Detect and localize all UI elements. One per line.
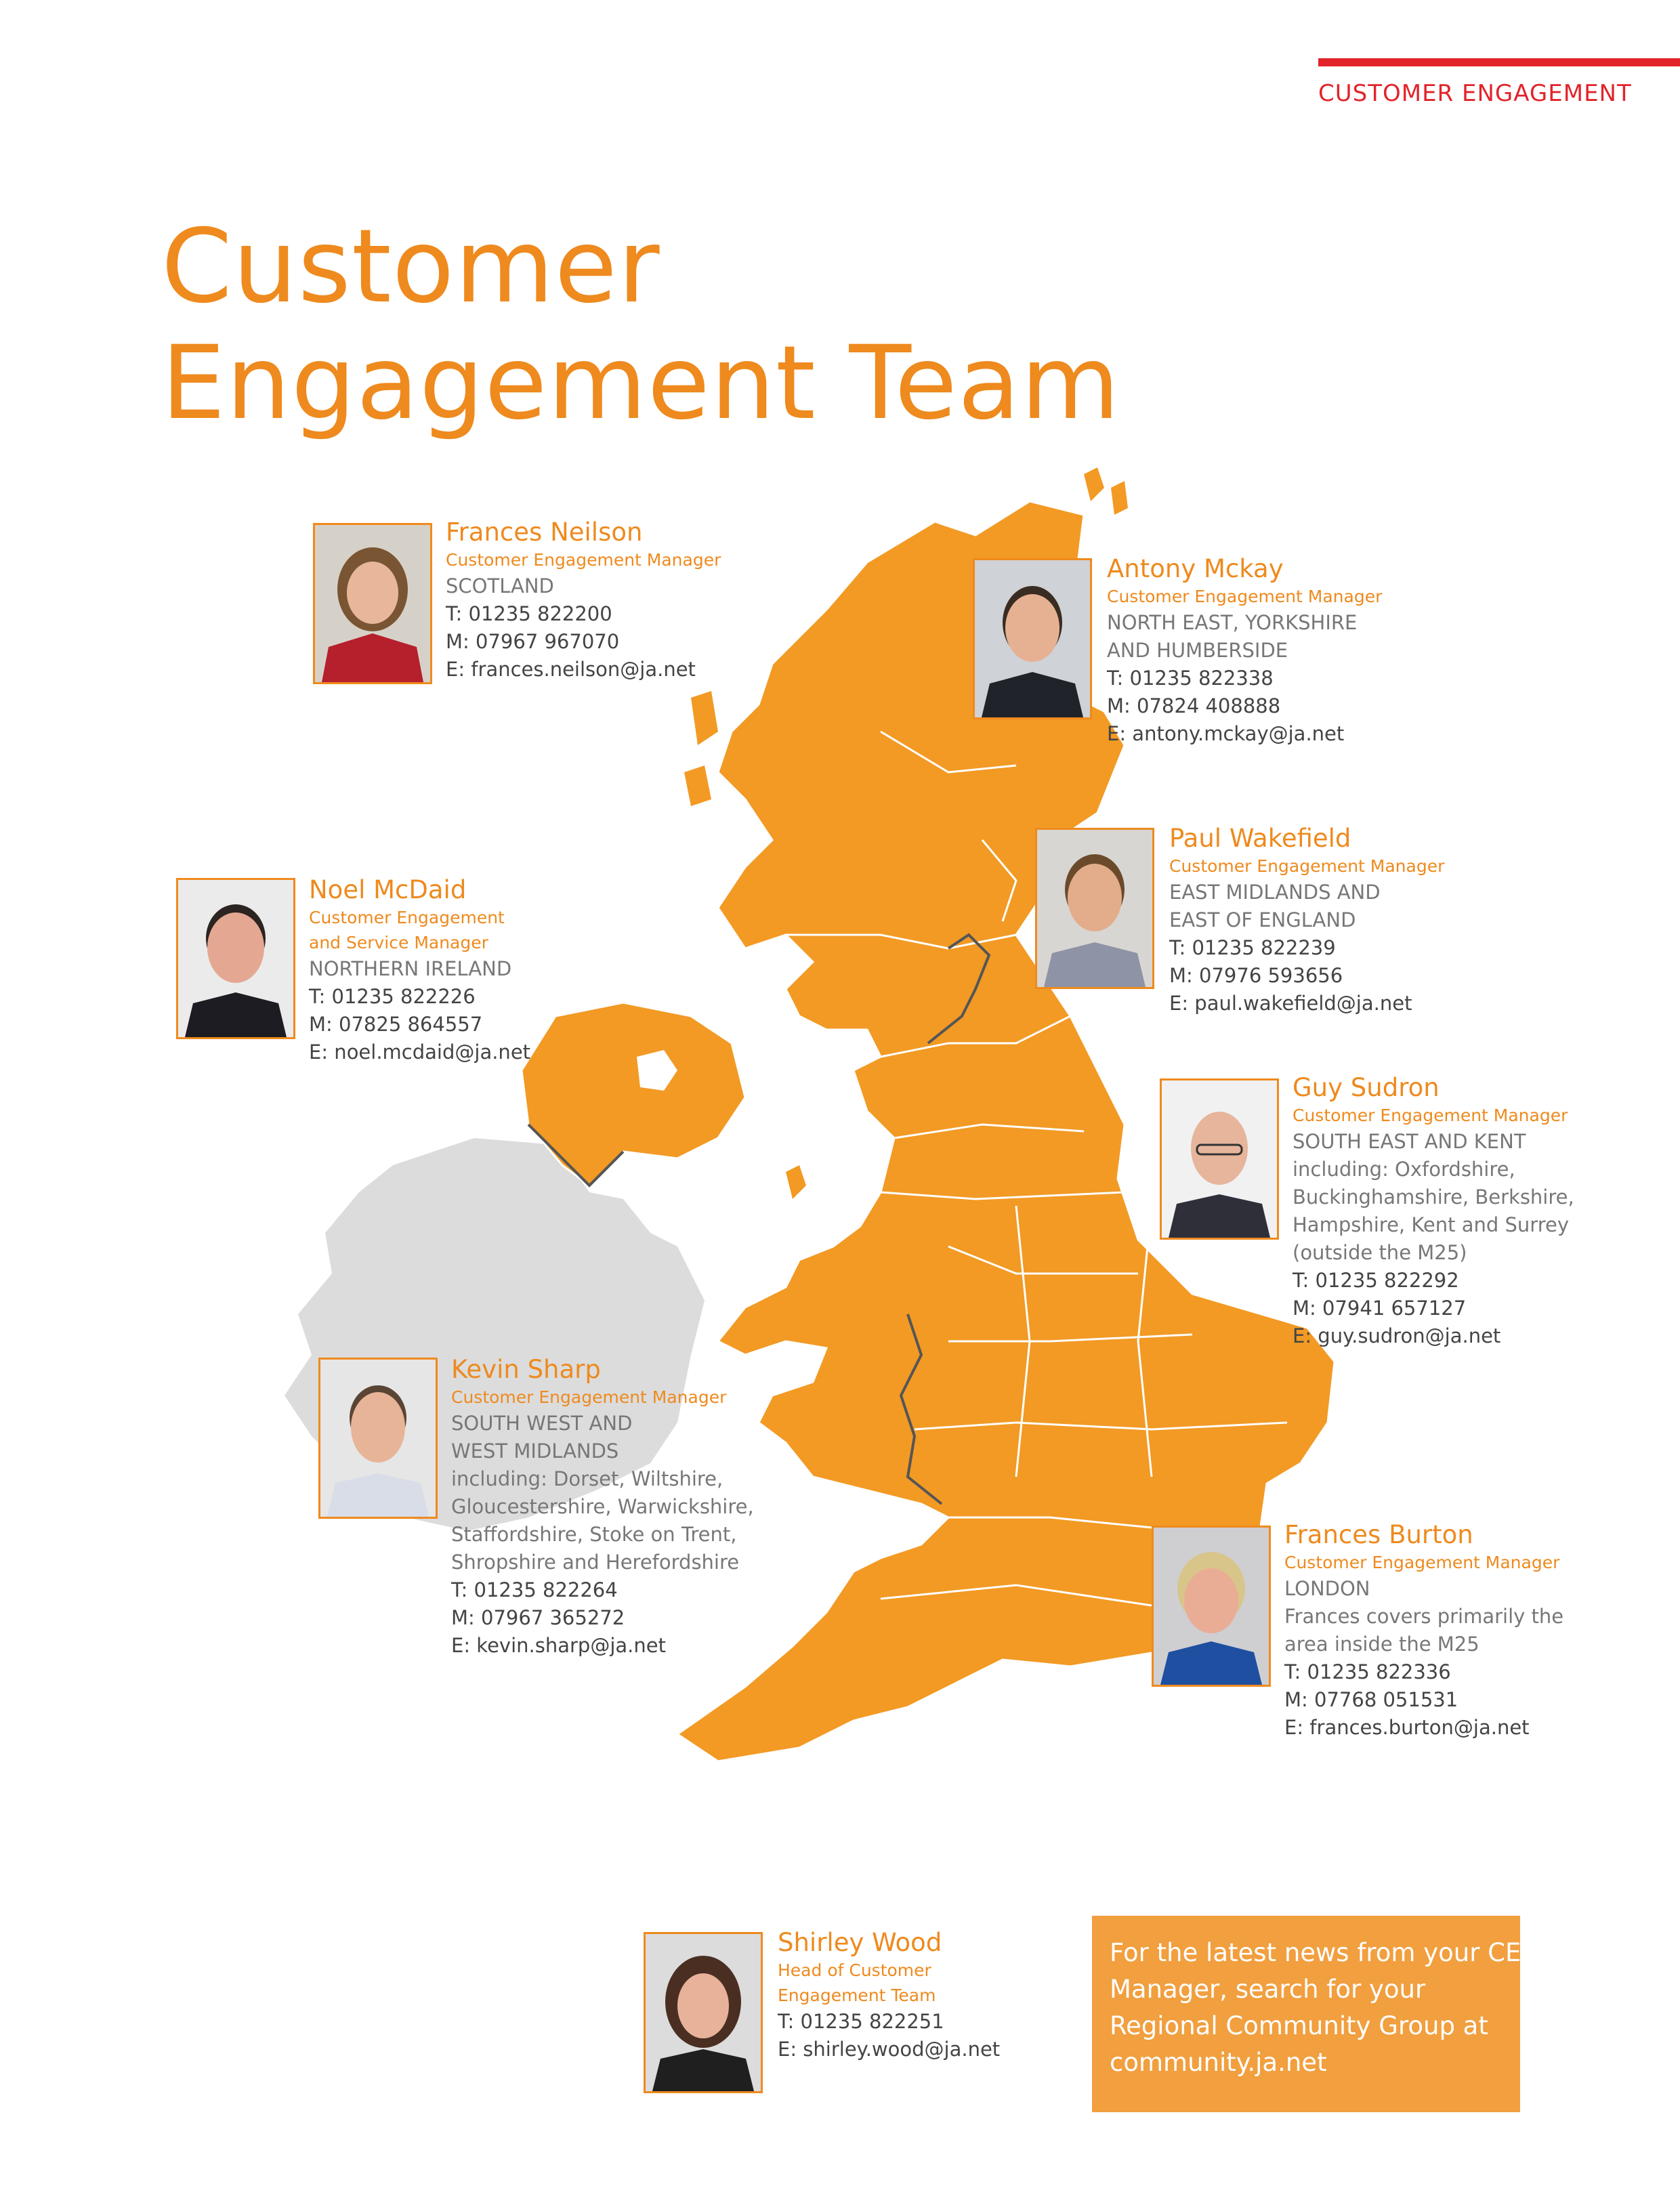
contact-mobile: M: 07967 967070 bbox=[446, 630, 620, 653]
contact-detail: Frances covers primarily the bbox=[1284, 1605, 1564, 1628]
contact-phone: T: 01235 822251 bbox=[778, 2010, 944, 2033]
community-news-box bbox=[1092, 1916, 1520, 2112]
contact-email: E: frances.burton@ja.net bbox=[1284, 1716, 1530, 1739]
news-box-line: Regional Community Group at bbox=[1110, 2011, 1488, 2040]
contact-mobile: M: 07825 864557 bbox=[309, 1013, 483, 1036]
photo-antony-mckay bbox=[973, 558, 1092, 719]
contact-role: Customer Engagement Manager bbox=[446, 550, 721, 570]
contact-region: LONDON bbox=[1284, 1577, 1370, 1600]
contact-role: Customer Engagement Manager bbox=[1169, 856, 1445, 876]
contact-region: EAST MIDLANDS AND bbox=[1169, 881, 1381, 904]
contact-role: Customer Engagement Manager bbox=[1107, 587, 1383, 606]
contact-phone: T: 01235 822226 bbox=[309, 985, 476, 1008]
contact-detail: (outside the M25) bbox=[1293, 1241, 1467, 1264]
photo-guy-sudron bbox=[1160, 1078, 1279, 1240]
info-noel-mcdaid bbox=[309, 875, 530, 1066]
contact-name: Paul Wakefield bbox=[1169, 824, 1351, 853]
info-shirley-wood bbox=[778, 1928, 1000, 2063]
photo-shirley-wood bbox=[644, 1932, 763, 2093]
news-box-line: For the latest news from your CE bbox=[1110, 1938, 1521, 1967]
contact-email: E: frances.neilson@ja.net bbox=[446, 658, 696, 681]
contact-phone: T: 01235 822239 bbox=[1169, 936, 1336, 959]
contact-phone: T: 01235 822264 bbox=[451, 1578, 618, 1601]
section-label: CUSTOMER ENGAGEMENT bbox=[1318, 80, 1632, 107]
news-box-line: Manager, search for your bbox=[1110, 1975, 1426, 2004]
contact-role: and Service Manager bbox=[309, 933, 488, 952]
contact-mobile: M: 07941 657127 bbox=[1293, 1297, 1467, 1320]
contact-name: Shirley Wood bbox=[778, 1928, 942, 1957]
contact-phone: T: 01235 822338 bbox=[1107, 667, 1274, 690]
northern-ireland-shape bbox=[522, 1003, 745, 1185]
contact-email: E: noel.mcdaid@ja.net bbox=[309, 1041, 531, 1064]
photo-frances-neilson bbox=[313, 523, 432, 684]
contact-region: NORTH EAST, YORKSHIRE bbox=[1107, 611, 1358, 634]
contact-email: E: shirley.wood@ja.net bbox=[778, 2038, 1001, 2061]
contact-mobile: M: 07824 408888 bbox=[1107, 694, 1281, 717]
page-title-line-2: Engagement Team bbox=[161, 324, 1120, 442]
contact-region: SOUTH EAST AND KENT bbox=[1293, 1130, 1526, 1153]
contact-region: SCOTLAND bbox=[446, 574, 554, 597]
contact-detail: Gloucestershire, Warwickshire, bbox=[451, 1495, 754, 1518]
info-guy-sudron bbox=[1293, 1073, 1574, 1350]
contact-name: Guy Sudron bbox=[1293, 1073, 1440, 1102]
info-frances-burton bbox=[1284, 1520, 1563, 1742]
contact-region: NORTHERN IRELAND bbox=[309, 957, 512, 980]
contact-mobile: M: 07976 593656 bbox=[1169, 964, 1343, 987]
contact-email: E: kevin.sharp@ja.net bbox=[451, 1634, 666, 1657]
contact-mobile: M: 07768 051531 bbox=[1284, 1688, 1458, 1711]
contact-role: Customer Engagement Manager bbox=[1293, 1106, 1568, 1125]
info-paul-wakefield bbox=[1169, 824, 1444, 1017]
contact-role: Customer Engagement Manager bbox=[1284, 1553, 1560, 1572]
info-kevin-sharp bbox=[451, 1355, 754, 1660]
portrait-icon bbox=[315, 525, 430, 682]
contact-role: Customer Engagement bbox=[309, 908, 505, 927]
contact-region: AND HUMBERSIDE bbox=[1107, 639, 1288, 662]
header-rule bbox=[1318, 58, 1680, 66]
contact-email: E: paul.wakefield@ja.net bbox=[1169, 992, 1412, 1015]
contact-detail: including: Oxfordshire, bbox=[1293, 1158, 1515, 1181]
page-title bbox=[161, 209, 1120, 442]
contact-phone: T: 01235 822200 bbox=[446, 602, 612, 625]
contact-email: E: guy.sudron@ja.net bbox=[1293, 1324, 1501, 1347]
contact-name: Kevin Sharp bbox=[451, 1355, 601, 1384]
info-antony-mckay bbox=[1107, 554, 1382, 748]
contact-phone: T: 01235 822336 bbox=[1284, 1660, 1451, 1683]
page-title-line-1: Customer bbox=[161, 208, 660, 326]
portrait-icon bbox=[975, 560, 1090, 717]
portrait-icon bbox=[178, 880, 293, 1037]
photo-noel-mcdaid bbox=[176, 878, 295, 1039]
contact-detail: Buckinghamshire, Berkshire, bbox=[1293, 1185, 1574, 1209]
portrait-icon bbox=[1037, 830, 1152, 987]
info-frances-neilson bbox=[446, 518, 721, 684]
contact-phone: T: 01235 822292 bbox=[1293, 1269, 1459, 1292]
contact-detail: area inside the M25 bbox=[1284, 1633, 1479, 1656]
photo-kevin-sharp bbox=[318, 1358, 438, 1519]
portrait-icon bbox=[320, 1360, 436, 1517]
contact-name: Frances Neilson bbox=[446, 518, 643, 547]
photo-paul-wakefield bbox=[1035, 828, 1154, 989]
contact-name: Antony Mckay bbox=[1107, 554, 1284, 583]
contact-detail: including: Dorset, Wiltshire, bbox=[451, 1467, 723, 1490]
contact-region: SOUTH WEST AND bbox=[451, 1412, 633, 1435]
contact-detail: Staffordshire, Stoke on Trent, bbox=[451, 1523, 737, 1546]
contact-name: Frances Burton bbox=[1284, 1520, 1473, 1549]
contact-role: Customer Engagement Manager bbox=[451, 1387, 727, 1407]
photo-frances-burton bbox=[1152, 1526, 1271, 1687]
portrait-icon bbox=[1154, 1528, 1269, 1685]
contact-detail: Shropshire and Herefordshire bbox=[451, 1551, 740, 1574]
contact-email: E: antony.mckay@ja.net bbox=[1107, 722, 1345, 745]
contact-region: WEST MIDLANDS bbox=[451, 1440, 619, 1463]
contact-role: Engagement Team bbox=[778, 1986, 936, 2005]
isle-of-man-shape bbox=[786, 1165, 806, 1199]
contact-region: EAST OF ENGLAND bbox=[1169, 908, 1356, 931]
news-box-link[interactable]: community.ja.net bbox=[1110, 2048, 1327, 2077]
portrait-icon bbox=[646, 1934, 761, 2091]
contact-role: Head of Customer bbox=[778, 1960, 931, 1980]
contact-mobile: M: 07967 365272 bbox=[451, 1606, 625, 1629]
contact-detail: Hampshire, Kent and Surrey bbox=[1293, 1213, 1569, 1236]
portrait-icon bbox=[1162, 1080, 1277, 1238]
contact-name: Noel McDaid bbox=[309, 875, 467, 904]
